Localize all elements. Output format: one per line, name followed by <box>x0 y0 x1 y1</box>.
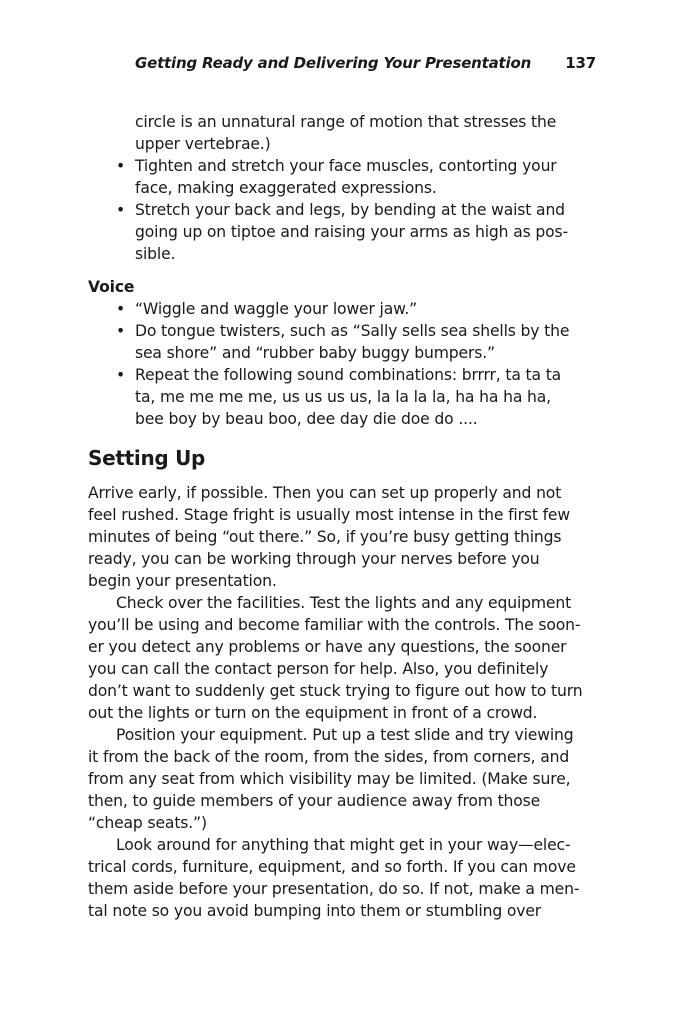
body-line: them aside before your presentation, do so. If not, make a men- <box>88 880 580 898</box>
voice-subheading: Voice <box>88 278 135 296</box>
body-line: then, to guide members of your audience away from those <box>88 792 541 810</box>
body-line: minutes of being “out there.” So, if you’re busy getting things <box>88 528 562 546</box>
list-item-text: “Wiggle and waggle your lower jaw.” <box>135 300 418 318</box>
list-item <box>88 364 569 386</box>
body-line: trical cords, furniture, equipment, and so forth. If you can move <box>88 858 576 876</box>
body-line: you’ll be using and become familiar with the controls. The soon- <box>88 616 581 634</box>
body-line: “cheap seats.”) <box>88 814 207 832</box>
running-header-title: Getting Ready and Delivering Your Presentation <box>135 54 532 72</box>
bullet-marker: • <box>116 157 126 175</box>
top-bullet-block <box>88 111 568 265</box>
body-line: begin your presentation. <box>88 572 277 590</box>
list-item <box>88 298 569 320</box>
list-item <box>88 320 569 342</box>
list-item-text: Do tongue twisters, such as “Sally sells sea shells by the <box>135 322 570 340</box>
list-item-continuation: ta, me me me me, us us us us, la la la la, ha ha ha ha, <box>135 388 551 406</box>
list-item-text: Stretch your back and legs, by bending at the waist and <box>135 201 565 219</box>
body-line: it from the back of the room, from the sides, from corners, and <box>88 748 570 766</box>
body-line: from any seat from which visibility may be limited. (Make sure, <box>88 770 571 788</box>
continuation-line: circle is an unnatural range of motion that stresses the <box>135 113 557 131</box>
paragraph-first-line: Check over the facilities. Test the lights and any equipment <box>116 594 572 612</box>
page-number: 137 <box>565 54 596 72</box>
body-line: Arrive early, if possible. Then you can set up properly and not <box>88 484 562 502</box>
list-item-continuation: going up on tiptoe and raising your arms as high as pos- <box>135 223 568 241</box>
body-line: feel rushed. Stage fright is usually most intense in the first few <box>88 506 570 524</box>
continuation-line: upper vertebrae.) <box>135 135 271 153</box>
paragraph-first-line: Look around for anything that might get in your way—elec- <box>116 836 571 854</box>
list-item-continuation: sible. <box>135 245 176 263</box>
voice-block <box>88 276 569 430</box>
section-heading: Setting Up <box>88 446 206 470</box>
bullet-marker: • <box>116 322 126 340</box>
list-item-text: Repeat the following sound combinations: brrrr, ta ta ta <box>135 366 562 384</box>
running-header <box>135 54 596 76</box>
list-item-continuation: sea shore” and “rubber baby buggy bumpers.” <box>135 344 495 362</box>
body-line: tal note so you avoid bumping into them or stumbling over <box>88 902 542 920</box>
body-line: you can call the contact person for help. Also, you definitely <box>88 660 549 678</box>
bullet-marker: • <box>116 300 126 318</box>
body-line: er you detect any problems or have any questions, the sooner <box>88 638 567 656</box>
list-item <box>88 199 568 221</box>
bullet-marker: • <box>116 366 126 384</box>
list-item-continuation: bee boy by beau boo, dee day die doe do .... <box>135 410 478 428</box>
list-item-text: Tighten and stretch your face muscles, contorting your <box>135 157 557 175</box>
list-item <box>88 155 568 177</box>
body-line: ready, you can be working through your nerves before you <box>88 550 540 568</box>
bullet-marker: • <box>116 201 126 219</box>
body-line: don’t want to suddenly get stuck trying to figure out how to turn <box>88 682 583 700</box>
body-line: out the lights or turn on the equipment in front of a crowd. <box>88 704 538 722</box>
list-item-continuation: face, making exaggerated expressions. <box>135 179 437 197</box>
setting-up-body <box>88 482 582 922</box>
paragraph-first-line: Position your equipment. Put up a test slide and try viewing <box>116 726 574 744</box>
